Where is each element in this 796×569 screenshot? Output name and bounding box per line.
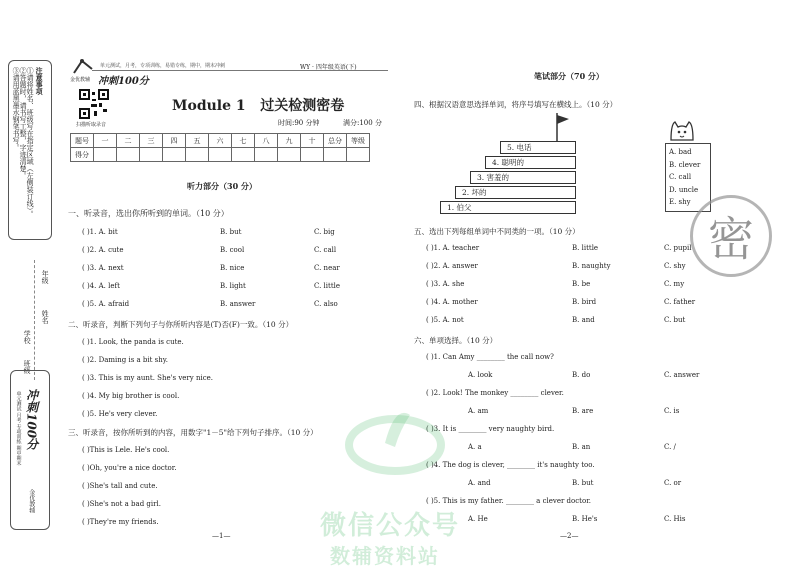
q6-item-5[interactable]: ( )5. This is my father. ________ a clever doctor. — [426, 497, 591, 505]
q1-item-5[interactable]: ( )5. A. afraid — [82, 300, 130, 308]
q3-item-3[interactable]: ( )She's tall and cute. — [82, 482, 158, 490]
q6-item-5-a: A. He — [468, 515, 488, 523]
sidebar-brand: 冲刺100分 — [24, 389, 39, 451]
brand-logo-icon — [72, 57, 94, 75]
score-cell: 一 — [94, 134, 117, 148]
top-strip: 单元测试，月考，专项训练，易错专练，期中，期末冲刺 — [100, 63, 226, 69]
q5-item-2[interactable]: ( )2. A. answer — [426, 262, 478, 270]
q5-item-4-c: C. father — [664, 298, 696, 306]
q2-item-4[interactable]: ( )4. My big brother is cool. — [82, 392, 180, 400]
q5-item-4-b: B. bird — [572, 298, 597, 306]
name-label: 姓名 — [41, 310, 50, 324]
q6-item-5-c: C. His — [664, 515, 686, 523]
q5-item-5-c: C. but — [664, 316, 686, 324]
q1-item-5-b: B. answer — [220, 300, 256, 308]
q5-item-3-c: C. my — [664, 280, 685, 288]
score-row-label: 得分 — [71, 148, 94, 162]
q5-item-4[interactable]: ( )4. A. mother — [426, 298, 478, 306]
q1-item-5-c: C. also — [314, 300, 338, 308]
notice-line-2: ②答题时，请书写工整，字迹清楚。 — [19, 67, 28, 179]
score-input[interactable] — [186, 148, 209, 162]
score-cell: 四 — [163, 134, 186, 148]
q6-item-3-c: C. / — [664, 443, 676, 451]
score-input[interactable] — [94, 148, 117, 162]
q1-item-3[interactable]: ( )3. A. next — [82, 264, 124, 272]
watermark-logo-icon — [340, 395, 450, 475]
stair-step-4[interactable]: 4. 聪明的 — [485, 156, 576, 169]
stair-step-2[interactable]: 2. 坏的 — [455, 186, 576, 199]
q6-item-1-a: A. look — [468, 371, 493, 379]
q5-item-5[interactable]: ( )5. A. not — [426, 316, 464, 324]
q3-item-4[interactable]: ( )She's not a bad girl. — [82, 500, 161, 508]
q1-item-4-b: B. light — [220, 282, 246, 290]
q2-item-1[interactable]: ( )1. Look, the panda is cute. — [82, 338, 184, 346]
q6-item-1[interactable]: ( )1. Can Amy ________ the call now? — [426, 353, 554, 361]
score-cell: 等级 — [347, 134, 370, 148]
sidebar-publisher: 金优教辅 — [27, 489, 35, 513]
q6-item-1-c: C. answer — [664, 371, 700, 379]
score-input[interactable] — [232, 148, 255, 162]
q6-item-1-b: B. do — [572, 371, 591, 379]
page-number-right: —2— — [560, 532, 579, 540]
score-input[interactable] — [278, 148, 301, 162]
stair-step-5[interactable]: 5. 电话 — [500, 141, 576, 154]
q6-item-2-c: C. is — [664, 407, 680, 415]
notice-line-3: ③请用蓝黑墨水钢笔书写。 — [12, 67, 21, 151]
q5-item-3-b: B. be — [572, 280, 591, 288]
watermark-line-2: 数辅资料站 — [330, 544, 440, 568]
word-bank-item: D. uncle — [669, 185, 699, 194]
score-input[interactable] — [324, 148, 347, 162]
score-cell: 五 — [186, 134, 209, 148]
grade-subject-tag: WY · 四年级英语(下) — [300, 64, 357, 71]
watermark-line-1: 微信公众号 — [320, 511, 461, 541]
notice-line-1: ①请将姓名、班级写在指定区域（左侧装订线）。 — [26, 67, 35, 218]
word-bank-item: B. clever — [669, 160, 701, 169]
q1-item-2-c: C. call — [314, 246, 337, 254]
q6-item-2-b: B. are — [572, 407, 594, 415]
q5-item-2-c: C. shy — [664, 262, 686, 270]
q5-item-1-c: C. pupil — [664, 244, 692, 252]
word-bank-item: C. call — [669, 173, 692, 181]
q1-title: 一、听录音，选出你所听到的单词。（10 分） — [68, 209, 229, 218]
q6-item-4[interactable]: ( )4. The dog is clever, ________ it's naughty too. — [426, 461, 595, 469]
q3-item-1[interactable]: ( )This is Lele. He's cool. — [82, 446, 170, 454]
q6-item-4-c: C. or — [664, 479, 682, 487]
page-number-left: —1— — [212, 532, 231, 540]
q2-item-2[interactable]: ( )2. Daming is a bit shy. — [82, 356, 169, 364]
q5-item-2-b: B. naughty — [572, 262, 611, 270]
q4-title: 四、根据汉语意思选择单词，将序号填写在横线上。（10 分） — [414, 100, 618, 109]
q5-item-1[interactable]: ( )1. A. teacher — [426, 244, 480, 252]
q1-item-1-b: B. but — [220, 228, 242, 236]
sidebar-brand-sub: 单元测试 月考 专项训练 期中期末 — [15, 391, 22, 466]
score-info: 满分:100 分 — [343, 119, 382, 127]
q5-item-1-b: B. little — [572, 244, 599, 252]
q6-item-4-a: A. and — [468, 479, 491, 487]
score-input[interactable] — [255, 148, 278, 162]
brand-box — [10, 370, 50, 530]
score-cell: 八 — [255, 134, 278, 148]
seal-text: 密 — [708, 212, 754, 266]
q5-item-5-b: B. and — [572, 316, 595, 324]
written-section-title: 笔试部分（70 分） — [534, 71, 604, 81]
class-label: 班级 — [23, 360, 32, 374]
word-bank-item: A. bad — [669, 148, 692, 156]
score-table-header — [71, 134, 370, 148]
q6-item-4-b: B. but — [572, 479, 594, 487]
q1-item-4-c: C. little — [314, 282, 341, 290]
brand-publisher: 金优教辅 — [70, 77, 91, 83]
school-label: 学校 — [23, 330, 32, 344]
score-cell: 二 — [117, 134, 140, 148]
listening-section-title: 听力部分（30 分） — [187, 181, 257, 191]
q5-item-3[interactable]: ( )3. A. she — [426, 280, 465, 288]
q2-title: 二、听录音，判断下列句子与你所听内容是(T)否(F)一致。（10 分） — [68, 320, 294, 329]
grade-label: 年级 — [41, 270, 50, 284]
word-bank — [665, 143, 711, 212]
q3-item-2[interactable]: ( )Oh, you're a nice doctor. — [82, 464, 177, 472]
q2-item-5[interactable]: ( )5. He's very clever. — [82, 410, 158, 418]
score-input[interactable] — [347, 148, 370, 162]
q3-item-5[interactable]: ( )They're my friends. — [82, 518, 159, 526]
brand-title: 冲刺100分 — [98, 76, 149, 87]
q1-item-3-c: C. near — [314, 264, 340, 272]
q6-item-3[interactable]: ( )3. It is ________ very naughty bird. — [426, 425, 555, 433]
q6-item-2[interactable]: ( )2. Look! The monkey ________ clever. — [426, 389, 564, 397]
score-cell: 总分 — [324, 134, 347, 148]
q6-item-3-b: B. an — [572, 443, 591, 451]
notice-box — [8, 60, 52, 240]
q1-item-1[interactable]: ( )1. A. bit — [82, 228, 118, 236]
q3-title: 三、听录音，按你所听到的内容，用数字"1－5"给下列句子排序。（10 分） — [68, 428, 318, 437]
binding-sidebar — [0, 0, 62, 555]
q1-item-4[interactable]: ( )4. A. left — [82, 282, 120, 290]
score-input[interactable] — [301, 148, 324, 162]
q5-title: 五、选出下列每组单词中不同类的一项。（10 分） — [414, 227, 580, 236]
score-cell: 九 — [278, 134, 301, 148]
time-info: 时间:90 分钟 — [278, 119, 320, 127]
score-cell: 六 — [209, 134, 232, 148]
page-title: Module 1 过关检测密卷 — [172, 98, 345, 114]
cat-icon — [667, 118, 697, 142]
score-cell: 题号 — [71, 134, 94, 148]
secret-seal — [690, 195, 772, 277]
q6-item-2-a: A. am — [468, 407, 489, 415]
q1-item-2-b: B. cool — [220, 246, 245, 254]
word-bank-item: E. shy — [669, 198, 691, 206]
binding-line — [34, 260, 35, 380]
score-cell: 三 — [140, 134, 163, 148]
q6-item-3-a: A. a — [468, 443, 482, 451]
q6-item-5-b: B. He's — [572, 515, 598, 523]
q1-item-1-c: C. big — [314, 228, 335, 236]
q1-item-3-b: B. nice — [220, 264, 245, 272]
qr-caption: 扫描听取录音 — [76, 122, 107, 128]
stair-step-1[interactable]: 1. 伯父 — [440, 201, 576, 214]
score-input[interactable] — [209, 148, 232, 162]
score-input[interactable] — [140, 148, 163, 162]
q2-item-3[interactable]: ( )3. This is my aunt. She's very nice. — [82, 374, 213, 382]
score-table-row — [71, 148, 370, 162]
q6-title: 六、单项选择。（10 分） — [414, 336, 498, 345]
score-table — [70, 133, 370, 162]
score-cell: 十 — [301, 134, 324, 148]
score-cell: 七 — [232, 134, 255, 148]
score-input[interactable] — [117, 148, 140, 162]
stair-step-3[interactable]: 3. 害羞的 — [470, 171, 576, 184]
q1-item-2[interactable]: ( )2. A. cute — [82, 246, 124, 254]
qr-code[interactable] — [79, 89, 109, 119]
score-input[interactable] — [163, 148, 186, 162]
notice-title: 注意事项 — [35, 67, 45, 95]
